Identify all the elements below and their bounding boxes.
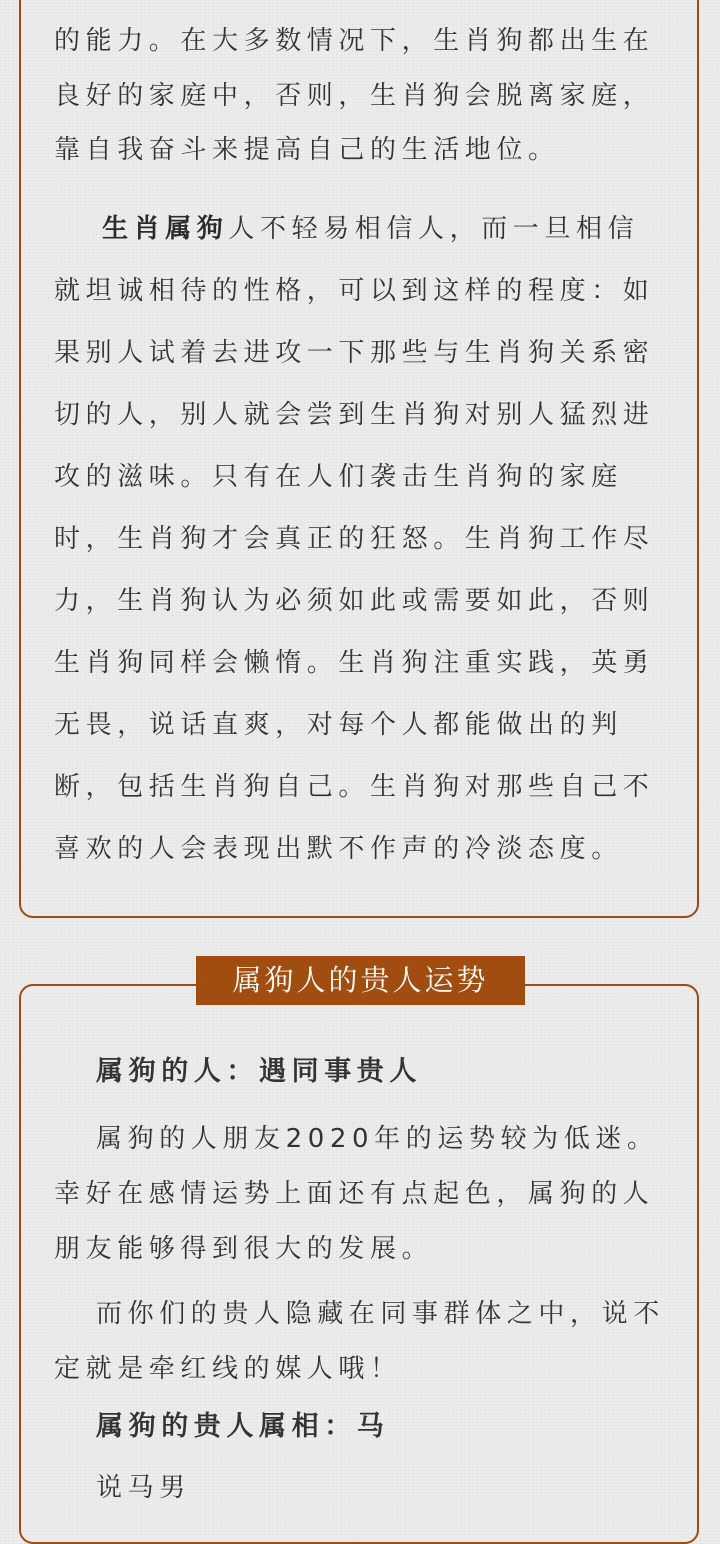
paragraph: 属狗的人朋友2020年的运势较为低迷。幸好在感情运势上面还有点起色，属狗的人朋友能够得到很大的发展。 — [54, 1124, 659, 1264]
paragraph: 的能力。在大多数情况下，生肖狗都出生在良好的家庭中，否则，生肖狗会脱离家庭，靠自我奋斗来提高自己的生活地位。 — [54, 26, 655, 165]
paragraph-text: 人不轻易相信人，而一旦相信就坦诚相待的性格，可以到这样的程度：如果别人试着去进攻一下那些与生肖狗关系密切的人，别人就会尝到生肖狗对别人猛烈进攻的滋味。只有在人们袭击生肖狗的家庭时，生肖狗才会真正的狂怒。生肖狗工作尽力，生肖狗认为必须如此或需要如此，否则生肖狗同样会懒惰。生肖狗注重实践，英勇无畏，说话直爽，对每个人都能做出的判断，包括生肖狗自己。生肖狗对那些自己不喜欢的人会表现出默不作声的冷淡态度。 — [54, 214, 655, 864]
subheading: 属狗的贵人属相：马 — [96, 1411, 390, 1442]
paragraph: 说马男 — [96, 1473, 191, 1503]
bold-keyword: 生肖属狗 — [102, 214, 229, 244]
section-title: 属狗人的贵人运势 — [196, 956, 525, 1005]
subheading: 属狗的人：遇同事贵人 — [96, 1056, 422, 1087]
paragraph: 而你们的贵人隐藏在同事群体之中，说不定就是牵红线的媒人哦！ — [54, 1299, 665, 1384]
paragraph — [54, 198, 666, 880]
